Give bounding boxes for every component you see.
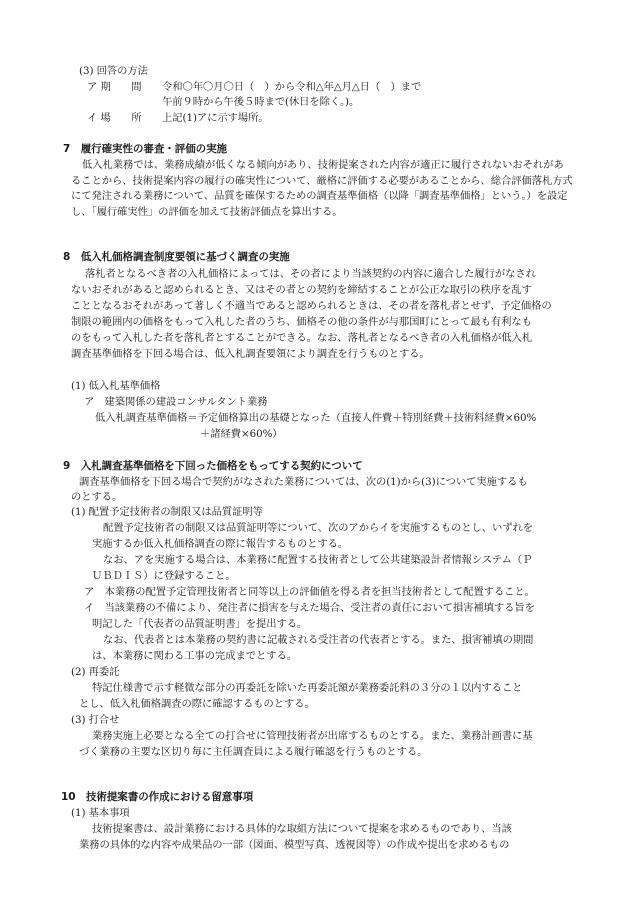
paragraph-line: づく業務の主要な区切り毎に主任調査員による履行確認を行うものとする。 [79,746,428,758]
section-heading: 8 低入札価格調査制度要領に基づく調査の実施 [63,251,290,263]
paragraph-line: 配置予定技術者の制限又は品質証明等について、次のアからイを実施するものとし、いずれを [103,522,533,534]
paragraph-line: 調査基準価格を下回る場合で契約がなされた業務については、次の(1)から(3)について実施するも [79,476,528,488]
paragraph-line: 特記仕様書で示す軽微な部分の再委託を除いた再委託額が業務委託料の３分の１以内すること [92,682,523,694]
paragraph-line: は、本業務に関わる工事の完成までとする。 [92,650,297,662]
section-heading: 10 技術提案書の作成における留意事項 [61,791,254,803]
section-heading: 7 履行確実性の審査・評価の実施 [63,143,228,155]
section-heading: 9 入札調査基準価格を下回った価格をもってする契約について [63,460,363,472]
paragraph-line: 落札者となるべき者の入札価格によっては、その者により当該契約の内容に適合した履行がなされ [85,268,536,280]
subsection-title: (1) 低入札基準価格 [71,380,161,392]
paragraph-line: ＵＢＤＩＳ）に登録すること。 [92,570,236,582]
paragraph-line: のとする。 [71,491,123,503]
paragraph-line: なお、アを実施する場合は、本業務に配置する技術者として公共建築設計者情報システム（Ｐ [103,554,533,566]
subsection-title: (3) 回答の方法 [79,65,148,77]
paragraph-line: にて発注される業務について、品質を確保するための調査基準価格（以降「調査基準価格」という。）を設定 [71,190,568,202]
item-label: イ 場 所 [87,112,142,124]
paragraph-line: し、「履行確実性」の評価を加えて技術評価点を算出する。 [71,206,343,218]
paragraph-line: 業務の具体的な内容や成果品の一部（図面、模型写真、透視図等）の作成や提出を求めるもの [79,839,510,851]
paragraph-line: 低入札業務では、業務成績が低くなる傾向があり、技術提案された内容が適正に履行されないおそれがあ [82,159,564,171]
subsection-title: (1) 配置予定技術者の制限又は品質証明等 [71,506,263,518]
paragraph-line: 業務実施上必要となる全ての打合せに管理技術者が出席するものとする。また、業務計画書に基 [92,730,533,742]
subsection-title: (3) 打合せ [71,714,120,726]
item-text: 上記(1)アに示す場所。 [162,112,269,124]
subsection-title: (2) 再委託 [71,666,120,678]
item-text: 午前９時から午後５時まで(休日を除く。)。 [162,96,360,108]
item-text: イ 当該業務の不備により、発注者に損害を与えた場合、受注者の責任において損害補填する旨を [84,602,535,614]
item-text: ア 本業務の配置予定管理技術者と同等以上の評価値を得る者を担当技術者として配置すること。 [84,586,535,598]
paragraph-line: 制限の範囲内の価格をもって入札した者のうち、価格その他の条件が与那国町にとって最も有利なも [71,316,532,328]
paragraph-line: 実施するか低入札価格調査の際に報告するものとする。 [92,538,349,550]
paragraph-line: 技術提案書は、設計業務における具体的な取組方法について提案を求めるものであり、当該 [92,823,512,835]
item-text: 明記した「代表者の品質証明書」を提出する。 [92,618,308,630]
subsection-title: (1) 基本事項 [71,807,130,819]
formula-line: 低入札調査基準価格＝予定価格算出の基礎となった（直接人件費＋特別経費＋技術料経費×60% [95,412,537,424]
paragraph-line: とし、低入札価格調査の際に確認するものとする。 [79,698,315,710]
paragraph-line: ないおそれがあると認められるとき、又はその者との契約を締結することが公正な取引の秩序を乱す [71,284,532,296]
paragraph-line: ることから、技術提案内容の履行の確実性について、厳格に評価する必要があることから、総合評価落札方式 [71,175,573,187]
paragraph-line: のをもって入札した者を落札者とすることができる。なお、落札者となるべき者の入札価格が低入札 [71,332,533,344]
formula-line: ＋諸経費×60%） [200,428,283,440]
item-text: 令和〇年〇月〇日（ ）から令和△年△月△日（ ）まで [162,81,422,93]
item-text: ア 建築関係の建設コンサルタント業務 [84,396,268,408]
paragraph-line: 調査基準価格を下回る場合は、低入札調査要領により調査を行うものとする。 [71,348,430,360]
paragraph-line: こととなるおそれがあって著しく不適当であると認められるときは、その者を落札者とせず、予定価格の [71,300,552,312]
paragraph-line: なお、代表者とは本業務の契約書に記載される受注者の代表者とする。また、損害補填の期間 [103,634,534,646]
item-label: ア 期 間 [87,81,142,93]
